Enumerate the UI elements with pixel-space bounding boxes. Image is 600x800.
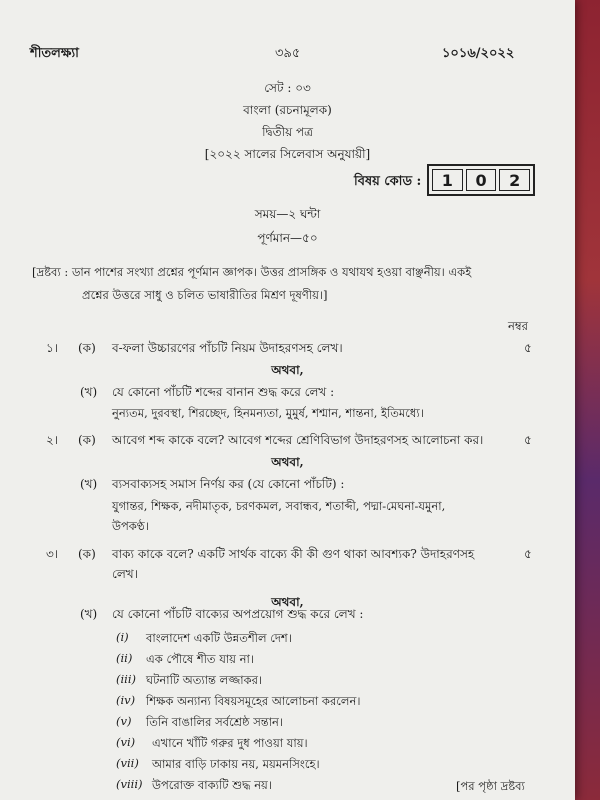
- code-digit-3: 2: [499, 169, 530, 191]
- paper-title: দ্বিতীয় পত্র: [262, 125, 313, 139]
- question-3a-mark: ৫: [524, 547, 532, 561]
- full-marks: পূর্ণমান—৫০: [257, 231, 318, 245]
- question-2b-words-line-1: যুগান্তর, শিক্ষক, নদীমাতৃক, চরণকমল, সবান্ধব, শতাব্দী, পদ্মা-মেঘনা-যমুনা,: [112, 499, 446, 513]
- background-cloth: [575, 0, 600, 800]
- sentence-item-roman: (iii): [116, 672, 137, 686]
- exam-name: শীতলক্ষ্যা: [30, 46, 79, 61]
- question-3-number: ৩।: [46, 547, 59, 561]
- question-1b-text: যে কোনো পাঁচটি শব্দের বানান শুদ্ধ করে লেখ :: [112, 385, 335, 399]
- question-3b-text: যে কোনো পাঁচটি বাক্যের অপপ্রয়োগ শুদ্ধ করে লেখ :: [112, 607, 364, 621]
- question-1a-mark: ৫: [524, 341, 532, 355]
- question-2a-mark: ৫: [524, 433, 532, 447]
- question-2b-text: ব্যসবাক্যসহ সমাস নির্ণয় কর (যে কোনো পাঁচটি) :: [112, 477, 345, 491]
- code-digit-2: 0: [466, 169, 497, 191]
- question-3a-text-line-2: লেখ।: [112, 567, 138, 581]
- instruction-line-2: প্রশ্নের উত্তরে সাধু ও চলিত ভাষারীতির মিশ্রণ দূষণীয়।]: [82, 288, 328, 302]
- question-3b-label: (খ): [80, 607, 98, 621]
- subject-code-box: [427, 164, 535, 196]
- code-digit-1: 1: [432, 169, 463, 191]
- question-2-number: ২।: [46, 433, 59, 447]
- question-3a-text-line-1: বাক্য কাকে বলে? একটি সার্থক বাক্যে কী কী গুণ থাকা আবশ্যক? উদাহরণসহ: [112, 547, 475, 561]
- set-number: সেট : ০৩: [264, 81, 311, 95]
- sentence-item-text: তিনি বাঙালির সর্বশ্রেষ্ঠ সন্তান।: [146, 715, 284, 729]
- or-divider-3: অথবা,: [271, 595, 304, 609]
- sentence-item-roman: (v): [116, 714, 132, 728]
- syllabus-note: [২০২২ সালের সিলেবাস অনুযায়ী]: [204, 147, 371, 161]
- sentence-item-text: এক পৌষে শীত যায় না।: [146, 652, 254, 666]
- sentence-item-text: উপরোক্ত বাক্যটি শুদ্ধ নয়।: [152, 778, 272, 792]
- sentence-item-text: আমার বাড়ি ঢাকায় নয়, ময়মনসিংহে।: [152, 757, 320, 771]
- instruction-line-1: [দ্রষ্টব্য : ডান পাশের সংখ্যা প্রশ্নের পূর্ণমান জ্ঞাপক। উত্তর প্রাসঙ্গিক ও যথাযথ হওয়া বাঞ্ছনীয়। একই: [32, 265, 472, 279]
- question-2b-words-line-2: উপকণ্ঠ।: [112, 519, 149, 533]
- question-2a-text: আবেগ শব্দ কাকে বলে? আবেগ শব্দের শ্রেণিবিভাগ উদাহরণসহ আলোচনা কর।: [112, 433, 484, 447]
- subject-title: বাংলা (রচনামূলক): [243, 103, 332, 117]
- sentence-item-roman: (vii): [116, 756, 139, 770]
- subject-code-label: বিষয় কোড :: [354, 174, 422, 189]
- sentence-item-text: ঘটনাটি অত্যান্ত লজ্জাকর।: [146, 673, 263, 687]
- sentence-item-roman: (ii): [116, 651, 133, 665]
- footer-turn-page: [পর পৃষ্ঠা দ্রষ্টব্য: [456, 779, 525, 793]
- question-1a-text: ব-ফলা উচ্চারণের পাঁচটি নিয়ম উদাহরণসহ লেখ।: [112, 341, 343, 355]
- sentence-item-roman: (vi): [116, 735, 136, 749]
- exam-time: সময়—২ ঘন্টা: [254, 207, 321, 221]
- sentence-item-text: শিক্ষক অন্যান্য বিষয়সমূহের আলোচনা করলেন।: [146, 694, 361, 708]
- question-3a-label: (ক): [78, 547, 96, 561]
- sentence-item-roman: (viii): [116, 777, 143, 791]
- or-divider-1: অথবা,: [271, 363, 304, 377]
- sentence-item-text: বাংলাদেশ একটি উন্নতশীল দেশ।: [146, 631, 292, 645]
- question-1a-label: (ক): [78, 341, 96, 355]
- question-1-number: ১।: [46, 341, 59, 355]
- question-2b-label: (খ): [80, 477, 98, 491]
- question-1b-label: (খ): [80, 385, 98, 399]
- marks-header: নম্বর: [508, 319, 528, 333]
- question-1b-words: নুন্যতম, দুরবস্থা, শিরচ্ছেদ, হিনমন্যতা, মুমুর্ষ, শশ্মান, শান্তনা, ইতিমধ্যে।: [112, 406, 424, 420]
- exam-code: ১০১৬/২০২২: [442, 46, 515, 61]
- question-2a-label: (ক): [78, 433, 96, 447]
- exam-number: ৩৯৫: [275, 46, 301, 61]
- sentence-item-roman: (i): [116, 630, 129, 644]
- sentence-item-text: এখানে খাঁটি গরুর দুধ পাওয়া যায়।: [152, 736, 308, 750]
- sentence-item-roman: (iv): [116, 693, 136, 707]
- or-divider-2: অথবা,: [271, 455, 304, 469]
